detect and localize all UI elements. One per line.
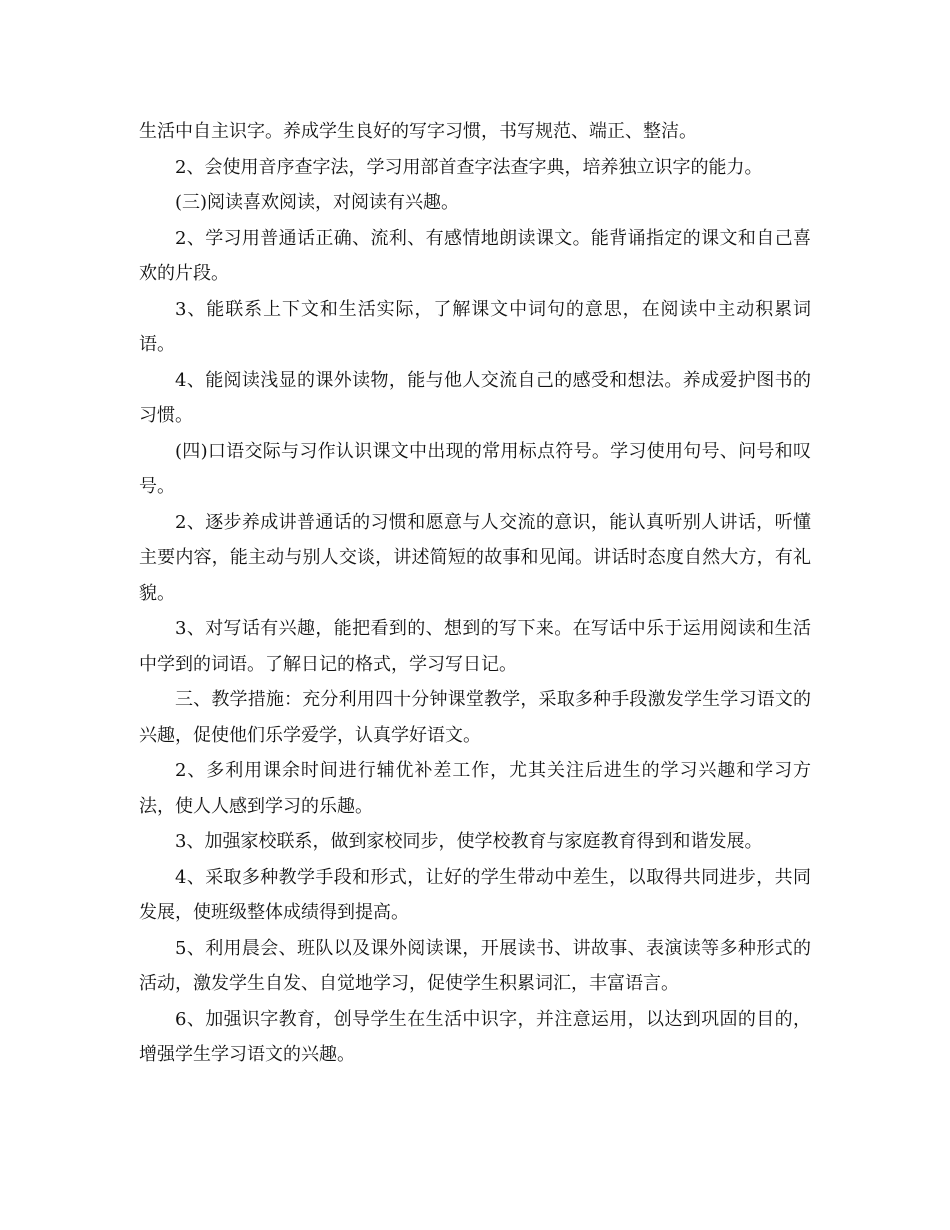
paragraph-7: (四)口语交际与习作认识课文中出现的常用标点符号。学习使用句号、问号和叹号。 [139,440,811,497]
paragraph-9: 3、对写话有兴趣，能把看到的、想到的写下来。在写话中乐于运用阅读和生活中学到的词语。了解日记的格式，学习写日记。 [139,618,811,675]
paragraph-11: 2、多利用课余时间进行辅优补差工作，尤其关注后进生的学习兴趣和学习方法，使人人感到学习的乐趣。 [139,760,811,817]
paragraph-2: 2、会使用音序查字法，学习用部首查字法查字典，培养独立识字的能力。 [175,156,763,178]
paragraph-12: 3、加强家校联系，做到家校同步，使学校教育与家庭教育得到和谐发展。 [175,831,763,852]
paragraph-15: 6、加强识字教育，创导学生在生活中识字，并注意运用，以达到巩固的目的，增强学生学习语文的兴趣。 [139,1008,811,1065]
paragraph-8: 2、逐步养成讲普通话的习惯和愿意与人交流的意识，能认真听别人讲话，听懂主要内容，能主动与别人交谈，讲述简短的故事和见闻。讲话时态度自然大方，有礼貌。 [139,511,811,604]
paragraph-10: 三、教学措施：充分利用四十分钟课堂教学，采取多种手段激发学生学习语文的兴趣，促使他们乐学爱学，认真学好语文。 [139,689,811,746]
paragraph-13: 4、采取多种教学手段和形式，让好的学生带动中差生，以取得共同进步，共同发展，使班级整体成绩得到提高。 [139,866,811,923]
paragraph-4: 2、学习用普通话正确、流利、有感情地朗读课文。能背诵指定的课文和自己喜欢的片段。 [139,227,811,284]
document-body [139,114,811,1073]
paragraph-1: 生活中自主识字。养成学生良好的写字习惯，书写规范、端正、整洁。 [139,121,697,142]
paragraph-5: 3、能联系上下文和生活实际，了解课文中词句的意思，在阅读中主动积累词语。 [139,298,811,355]
paragraph-6: 4、能阅读浅显的课外读物，能与他人交流自己的感受和想法。养成爱护图书的习惯。 [139,369,811,426]
paragraph-3: (三)阅读喜欢阅读，对阅读有兴趣。 [175,192,460,213]
paragraph-14: 5、利用晨会、班队以及课外阅读课，开展读书、讲故事、表演读等多种形式的活动，激发学生自发、自觉地学习，促使学生积累词汇，丰富语言。 [139,937,811,994]
